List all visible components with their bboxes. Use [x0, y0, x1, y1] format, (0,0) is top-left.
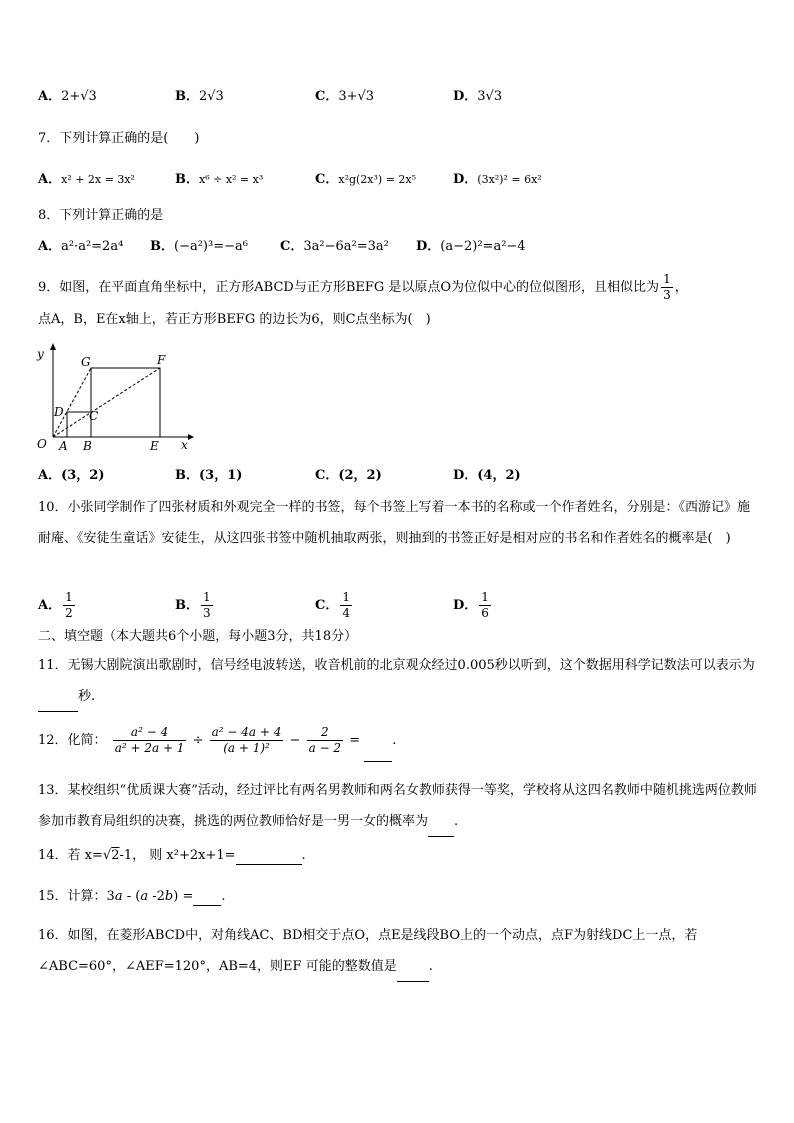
q8-stem: 8．下列计算正确的是	[38, 208, 164, 223]
q10-option-b: B． $\frac{1}{3}$	[175, 590, 211, 620]
label-x: x	[181, 438, 188, 452]
q8-option-d: D．(a−2)²=a²−4	[416, 239, 526, 254]
q6-option-b: B．2√3	[175, 89, 224, 104]
q6-option-c: C．3+√3	[315, 89, 375, 104]
q12-fraction-3: $\frac{2}{a - 2}$	[308, 725, 342, 755]
dashed-line-of	[53, 368, 160, 437]
q7-option-d: D．(3x²)² = 6x²	[453, 172, 542, 187]
q10-stem: 10．小张同学制作了四张材质和外观完全一样的书签，每个书签上写着一本书的名称或一个作者姓名，分别是：《西游记》施耐庵、《安徒生童话》安徒生，从这四张书签中随机抽取两张，则抽到的书签正好是相对应的书名和作者姓名的概率是( )	[38, 500, 751, 546]
q9-stem-line2: 点A，B，E在x轴上，若正方形BEFG 的边长为6，则C点坐标为( )	[38, 312, 431, 327]
q14-answer-blank[interactable]	[236, 850, 302, 865]
q9-option-c: C．(2，2)	[315, 468, 382, 483]
q9-stem-line1: 9．如图，在平面直角坐标中，正方形ABCD与正方形BEFG 是以原点O为位似中心的位似图形，且相似比为 $\frac{1}{3}$ ，	[38, 272, 688, 302]
q9-option-d: D．(4，2)	[453, 468, 521, 483]
q6-options	[38, 86, 764, 108]
q13-stem: 13．某校组织“优质课大赛”活动，经过评比有两名男教师和两名女教师获得一等奖，学校将从这四名教师中随机挑选两位教师参加市教育局组织的决赛，挑选的两位教师恰好是一男一女的概率为 .	[38, 775, 758, 837]
label-o: O	[37, 437, 47, 451]
label-e: E	[150, 439, 159, 453]
q6-option-a: A．2+√3	[38, 89, 97, 104]
q7-options	[38, 169, 764, 191]
q8-option-b: B．(−a²)³=−a⁶	[150, 239, 248, 254]
q8-options	[38, 236, 764, 258]
section-heading: 二、填空题（本大题共6个小题，每小题3分，共18分）	[38, 629, 358, 644]
label-g: G	[81, 355, 91, 369]
q8-option-c: C．3a²−6a²=3a²	[280, 239, 389, 254]
q9-option-a: A．(3，2)	[38, 468, 105, 483]
label-d: D	[54, 405, 64, 419]
q10-option-c: C． $\frac{1}{4}$	[315, 590, 350, 620]
q7-option-b: B．x⁶ ÷ x² = x³	[175, 172, 264, 187]
label-b: B	[83, 439, 92, 453]
q12-answer-blank[interactable]	[364, 747, 392, 762]
q6-option-d: D．3√3	[453, 89, 503, 104]
label-a: A	[59, 439, 68, 453]
q13-answer-blank[interactable]	[428, 822, 454, 837]
q9-options	[38, 465, 764, 487]
q9-ratio-fraction: $\frac{1}{3}$	[663, 272, 671, 302]
q12-fraction-2: $\frac{\text{a² − 4a + 4}}{\text{(a + 1)²}}$	[211, 725, 282, 755]
q15-stem: 15．计算：3a - (a -2b) = .	[38, 889, 226, 904]
label-f: F	[157, 353, 166, 367]
q11-stem: 11．无锡大剧院演出歌剧时，信号经电波转送，收音机前的北京观众经过0.005秒以听到，这个数据用科学记数法可以表示为秒.	[38, 650, 758, 712]
sqrt-sign: √	[102, 848, 112, 863]
label-y: y	[37, 347, 44, 361]
square-abcd	[67, 412, 91, 437]
q10-options	[38, 588, 764, 628]
q10-option-d: D． $\frac{1}{6}$	[453, 590, 489, 620]
y-axis-arrow	[50, 343, 56, 350]
q10-option-a: A． $\frac{1}{2}$	[38, 590, 73, 620]
q7-option-a: A．x² + 2x = 3x²	[38, 172, 135, 187]
q9-figure	[33, 342, 198, 454]
q11-answer-blank[interactable]	[38, 697, 78, 712]
q14-stem: 14．若 x=√2-1， 则 x²+2x+1= .	[38, 848, 306, 863]
q9-option-b: B．(3，1)	[175, 468, 243, 483]
q12-stem: 12．化简： $\frac{\text{a² − 4}}{\text{a² + 2a + 1}}$ ÷ $\frac{\text{a² − 4a + 4}}{\text{(a + 1)²}}$ − $\frac{2}{a - 2}$ = .	[38, 720, 396, 762]
q16-answer-blank[interactable]	[397, 967, 429, 982]
dashed-line-og	[53, 368, 91, 437]
q7-option-c: C．x²g(2x³) = 2x⁵	[315, 172, 417, 187]
q7-stem: 7．下列计算正确的是( )	[38, 131, 200, 146]
square-befg	[91, 368, 160, 437]
q16-stem: 16．如图，在菱形ABCD中，对角线AC、BD相交于点O，点E是线段BO上的一个动点，点F为射线DC上一点，若∠ABC=60°，∠AEF=120°，AB=4，则EF 可能的整数值是 .	[38, 920, 758, 982]
q8-option-a: A．a²·a²=2a⁴	[38, 239, 124, 254]
label-c: C	[89, 409, 99, 423]
q15-answer-blank[interactable]	[193, 891, 221, 906]
q12-fraction-1: $\frac{\text{a² − 4}}{\text{a² + 2a + 1}}$	[114, 725, 185, 755]
x-axis-arrow	[188, 434, 194, 440]
